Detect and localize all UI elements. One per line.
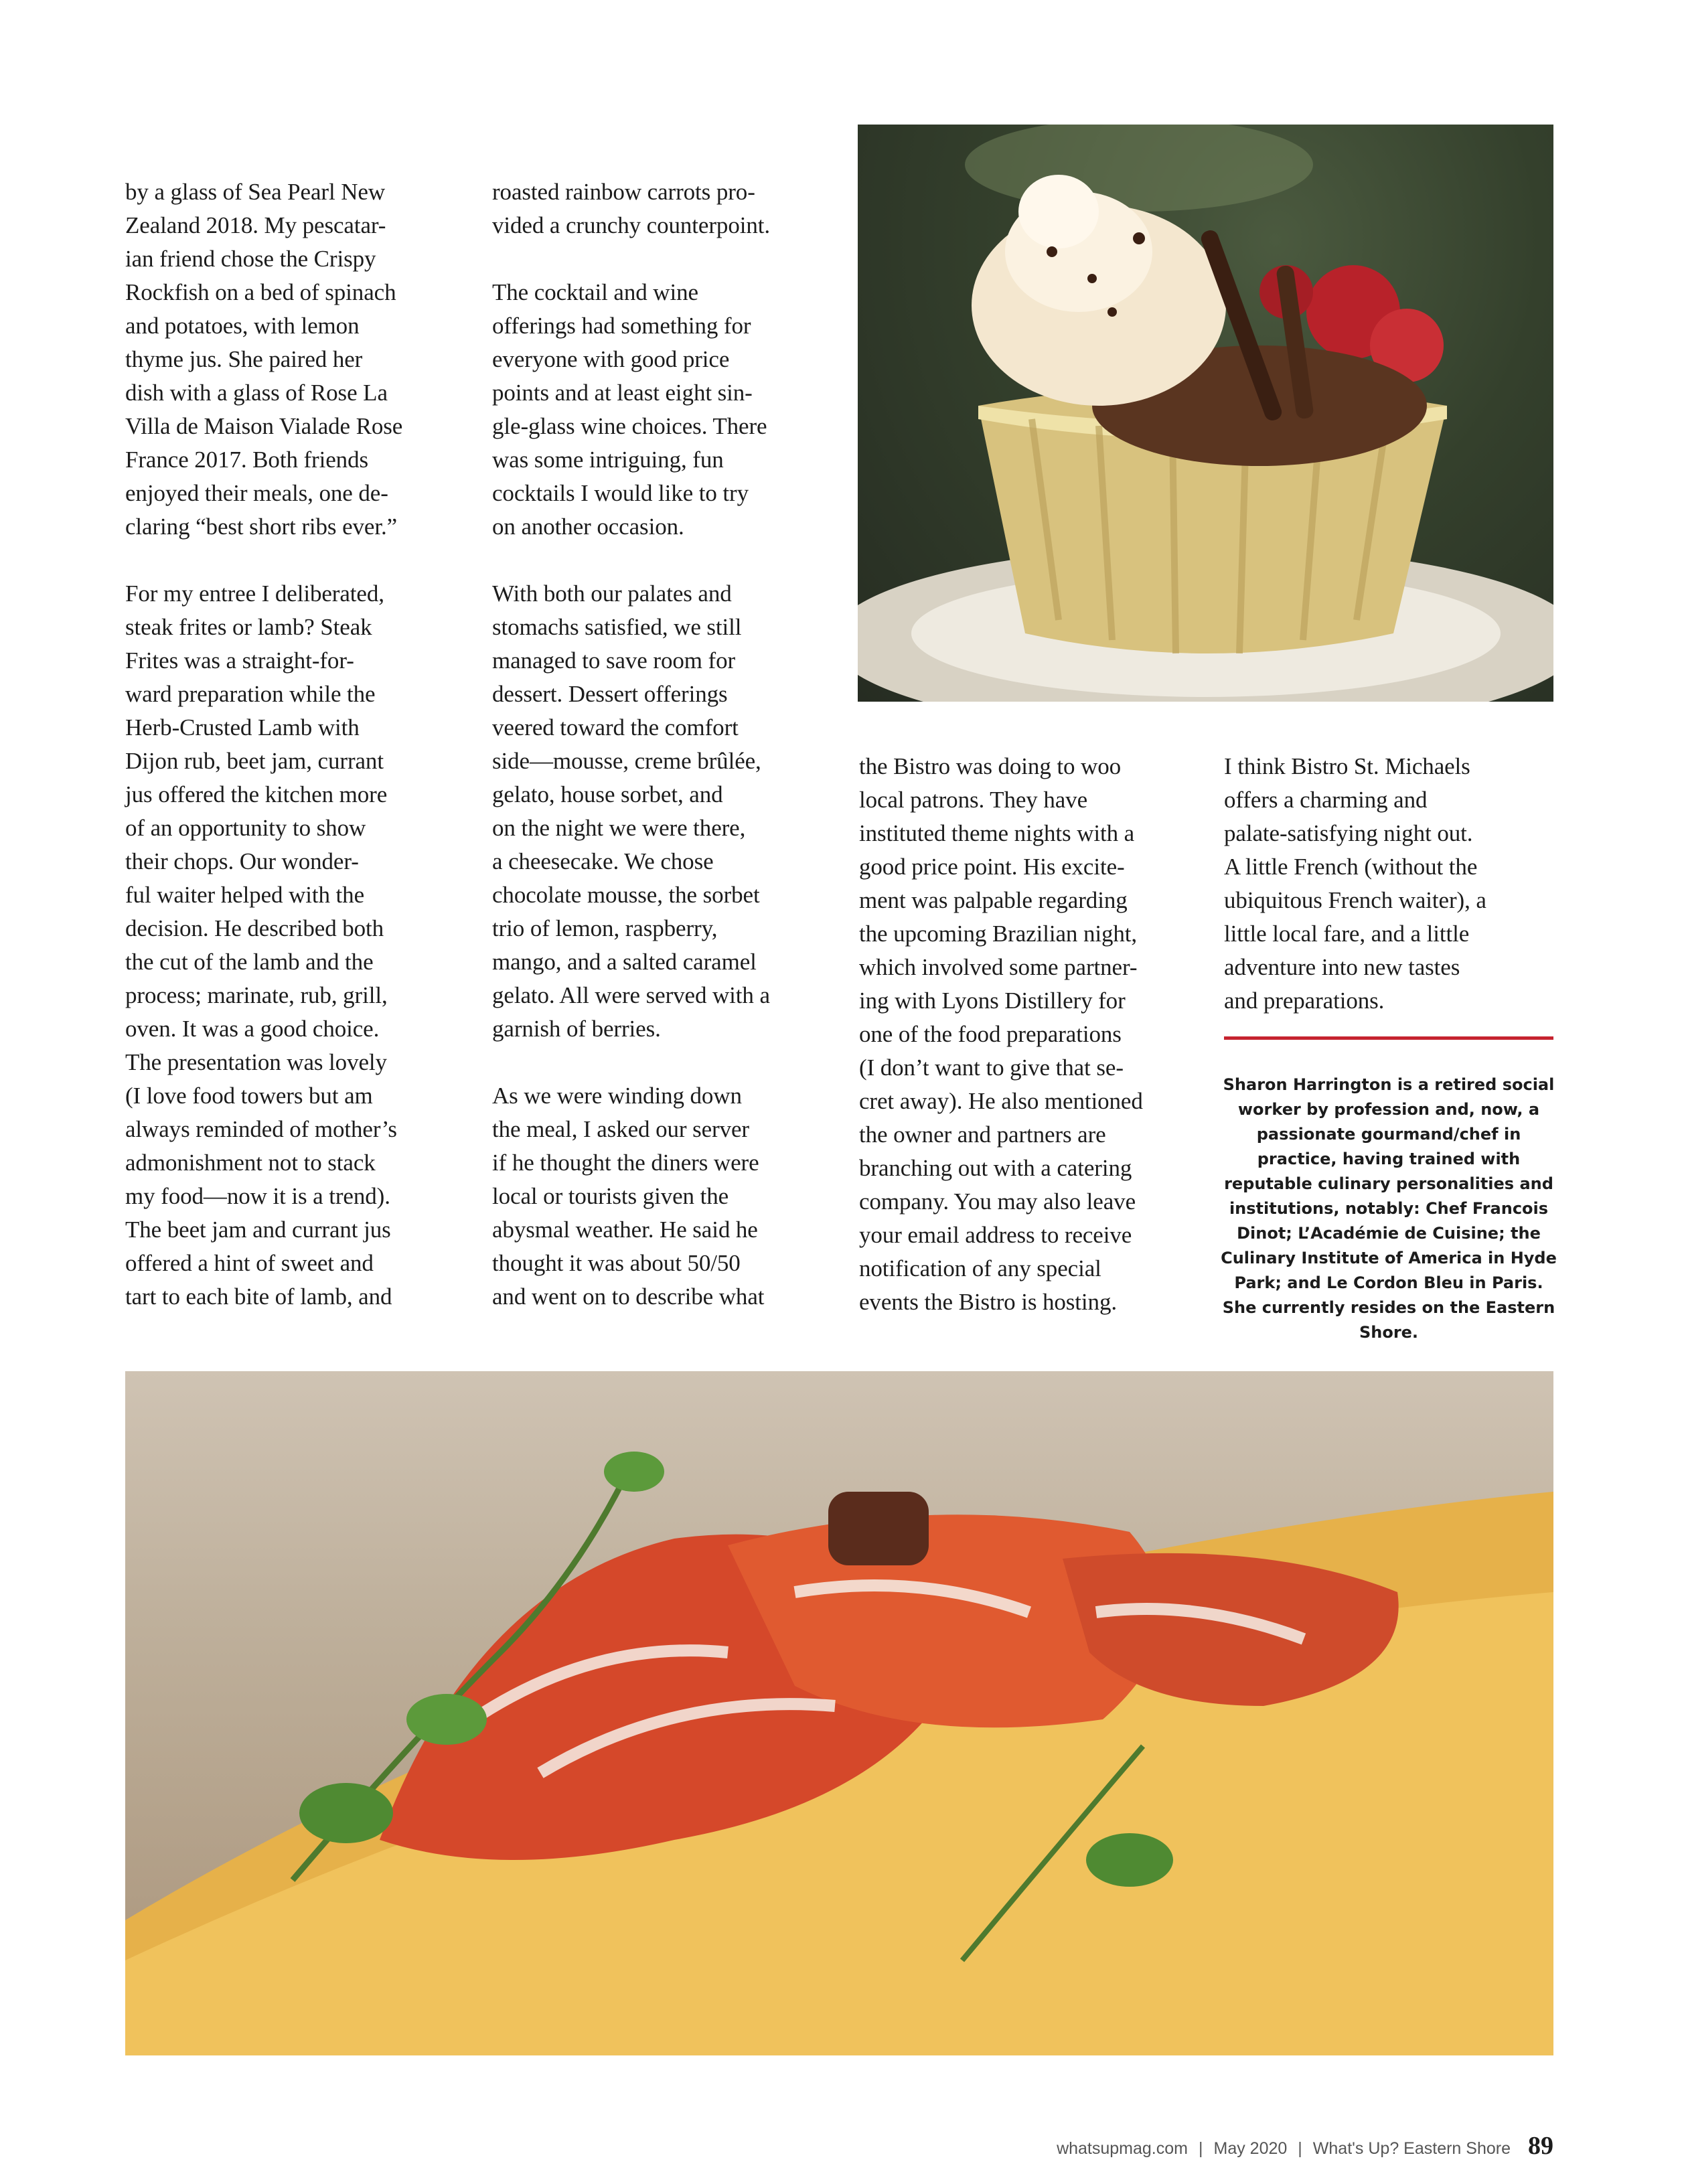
- article-column-1: [125, 175, 460, 1314]
- paragraph: The cocktail and wine offerings had something for everyone with good price points and at least eight sin- gle-glass wine choices. There was some intriguing, fun cocktails I would like to try on another occasion.: [492, 279, 767, 540]
- article-column-2: [492, 175, 830, 1314]
- footer-separator: |: [1298, 2139, 1302, 2158]
- article-column-4: [1224, 750, 1559, 1018]
- divider-rule: [1224, 1036, 1553, 1040]
- paragraph: As we were winding down the meal, I asked our server if he thought the diners were local or tourists given the abysmal weather. He said he thought it was about 50/50 and went on to describe what: [492, 1083, 765, 1310]
- footer-separator: |: [1199, 2139, 1203, 2158]
- shrimp-grits-photo: [125, 1371, 1553, 2055]
- paragraph: For my entree I deliberated, steak frites or lamb? Steak Frites was a straight-for- ward preparation while the Herb-Crusted Lamb with Dijon rub, beet jam, currant jus offered the kitchen more of an opportunity to show their chops. Our wonder- ful waiter helped with the decision. He described both the cut of the lamb and the process; marinate, rub, grill, oven. It was a good choice. The presentation was lovely (I love food towers but am always reminded of mother’s admonishment not to stack my food—now it is a trend). The beet jam and currant jus offered a hint of sweet and tart to each bite of lamb, and: [125, 580, 397, 1310]
- page-footer: [1057, 2131, 1553, 2161]
- page-number: 89: [1528, 2132, 1553, 2160]
- paragraph: With both our palates and stomachs satisfied, we still managed to save room for dessert. Dessert offerings veered toward the comfort side—mousse, creme brûlée, gelato, house sorbet, and on the night we were there, a cheesecake. We chose chocolate mousse, the sorbet trio of lemon, raspberry, mango, and a salted caramel gelato. All were served with a garnish of berries.: [492, 580, 770, 1042]
- footer-issue: May 2020: [1213, 2139, 1288, 2158]
- paragraph: the Bistro was doing to woo local patrons. They have instituted theme nights with a good price point. His excite- ment was palpable regarding the upcoming Brazilian night, which involved some partner- ing with Lyons Distillery for one of the food preparations (I don’t want to give that se- cret away). He also mentioned the owner and partners are branching out with a catering company. You may also leave your email address to receive notification of any special events the Bistro is hosting.: [859, 753, 1143, 1315]
- dessert-photo: [858, 125, 1553, 702]
- footer-site: whatsupmag.com: [1057, 2139, 1188, 2158]
- paragraph: I think Bistro St. Michaels offers a charming and palate-satisfying night out. A little French (without the ubiquitous French waiter), a little local fare, and a little adventure into new tastes and preparations.: [1224, 753, 1486, 1014]
- paragraph: roasted rainbow carrots pro- vided a crunchy counterpoint.: [492, 179, 771, 238]
- footer-publication: What's Up? Eastern Shore: [1312, 2139, 1511, 2158]
- author-bio: Sharon Harrington is a retired social worker by profession and, now, a passionate gourmand/chef in practice, having trained with reputable culinary personalities and institutions, notably: Chef Francois Dinot; L’Académie de Cuisine; the Culinary Institute of America in Hyde Park; and Le Cordon Bleu in Paris. She currently resides on the Eastern Shore.: [1221, 1075, 1557, 1342]
- shrimp-illustration: [125, 1371, 1553, 2055]
- paragraph: by a glass of Sea Pearl New Zealand 2018. My pescatar- ian friend chose the Crispy Rockfish on a bed of spinach and potatoes, with lemon thyme jus. She paired her dish with a glass of Rose La Villa de Maison Vialade Rose France 2017. Both friends enjoyed their meals, one de- claring “best short ribs ever.”: [125, 179, 403, 540]
- dessert-illustration: [858, 125, 1553, 702]
- article-column-3: [859, 750, 1207, 1319]
